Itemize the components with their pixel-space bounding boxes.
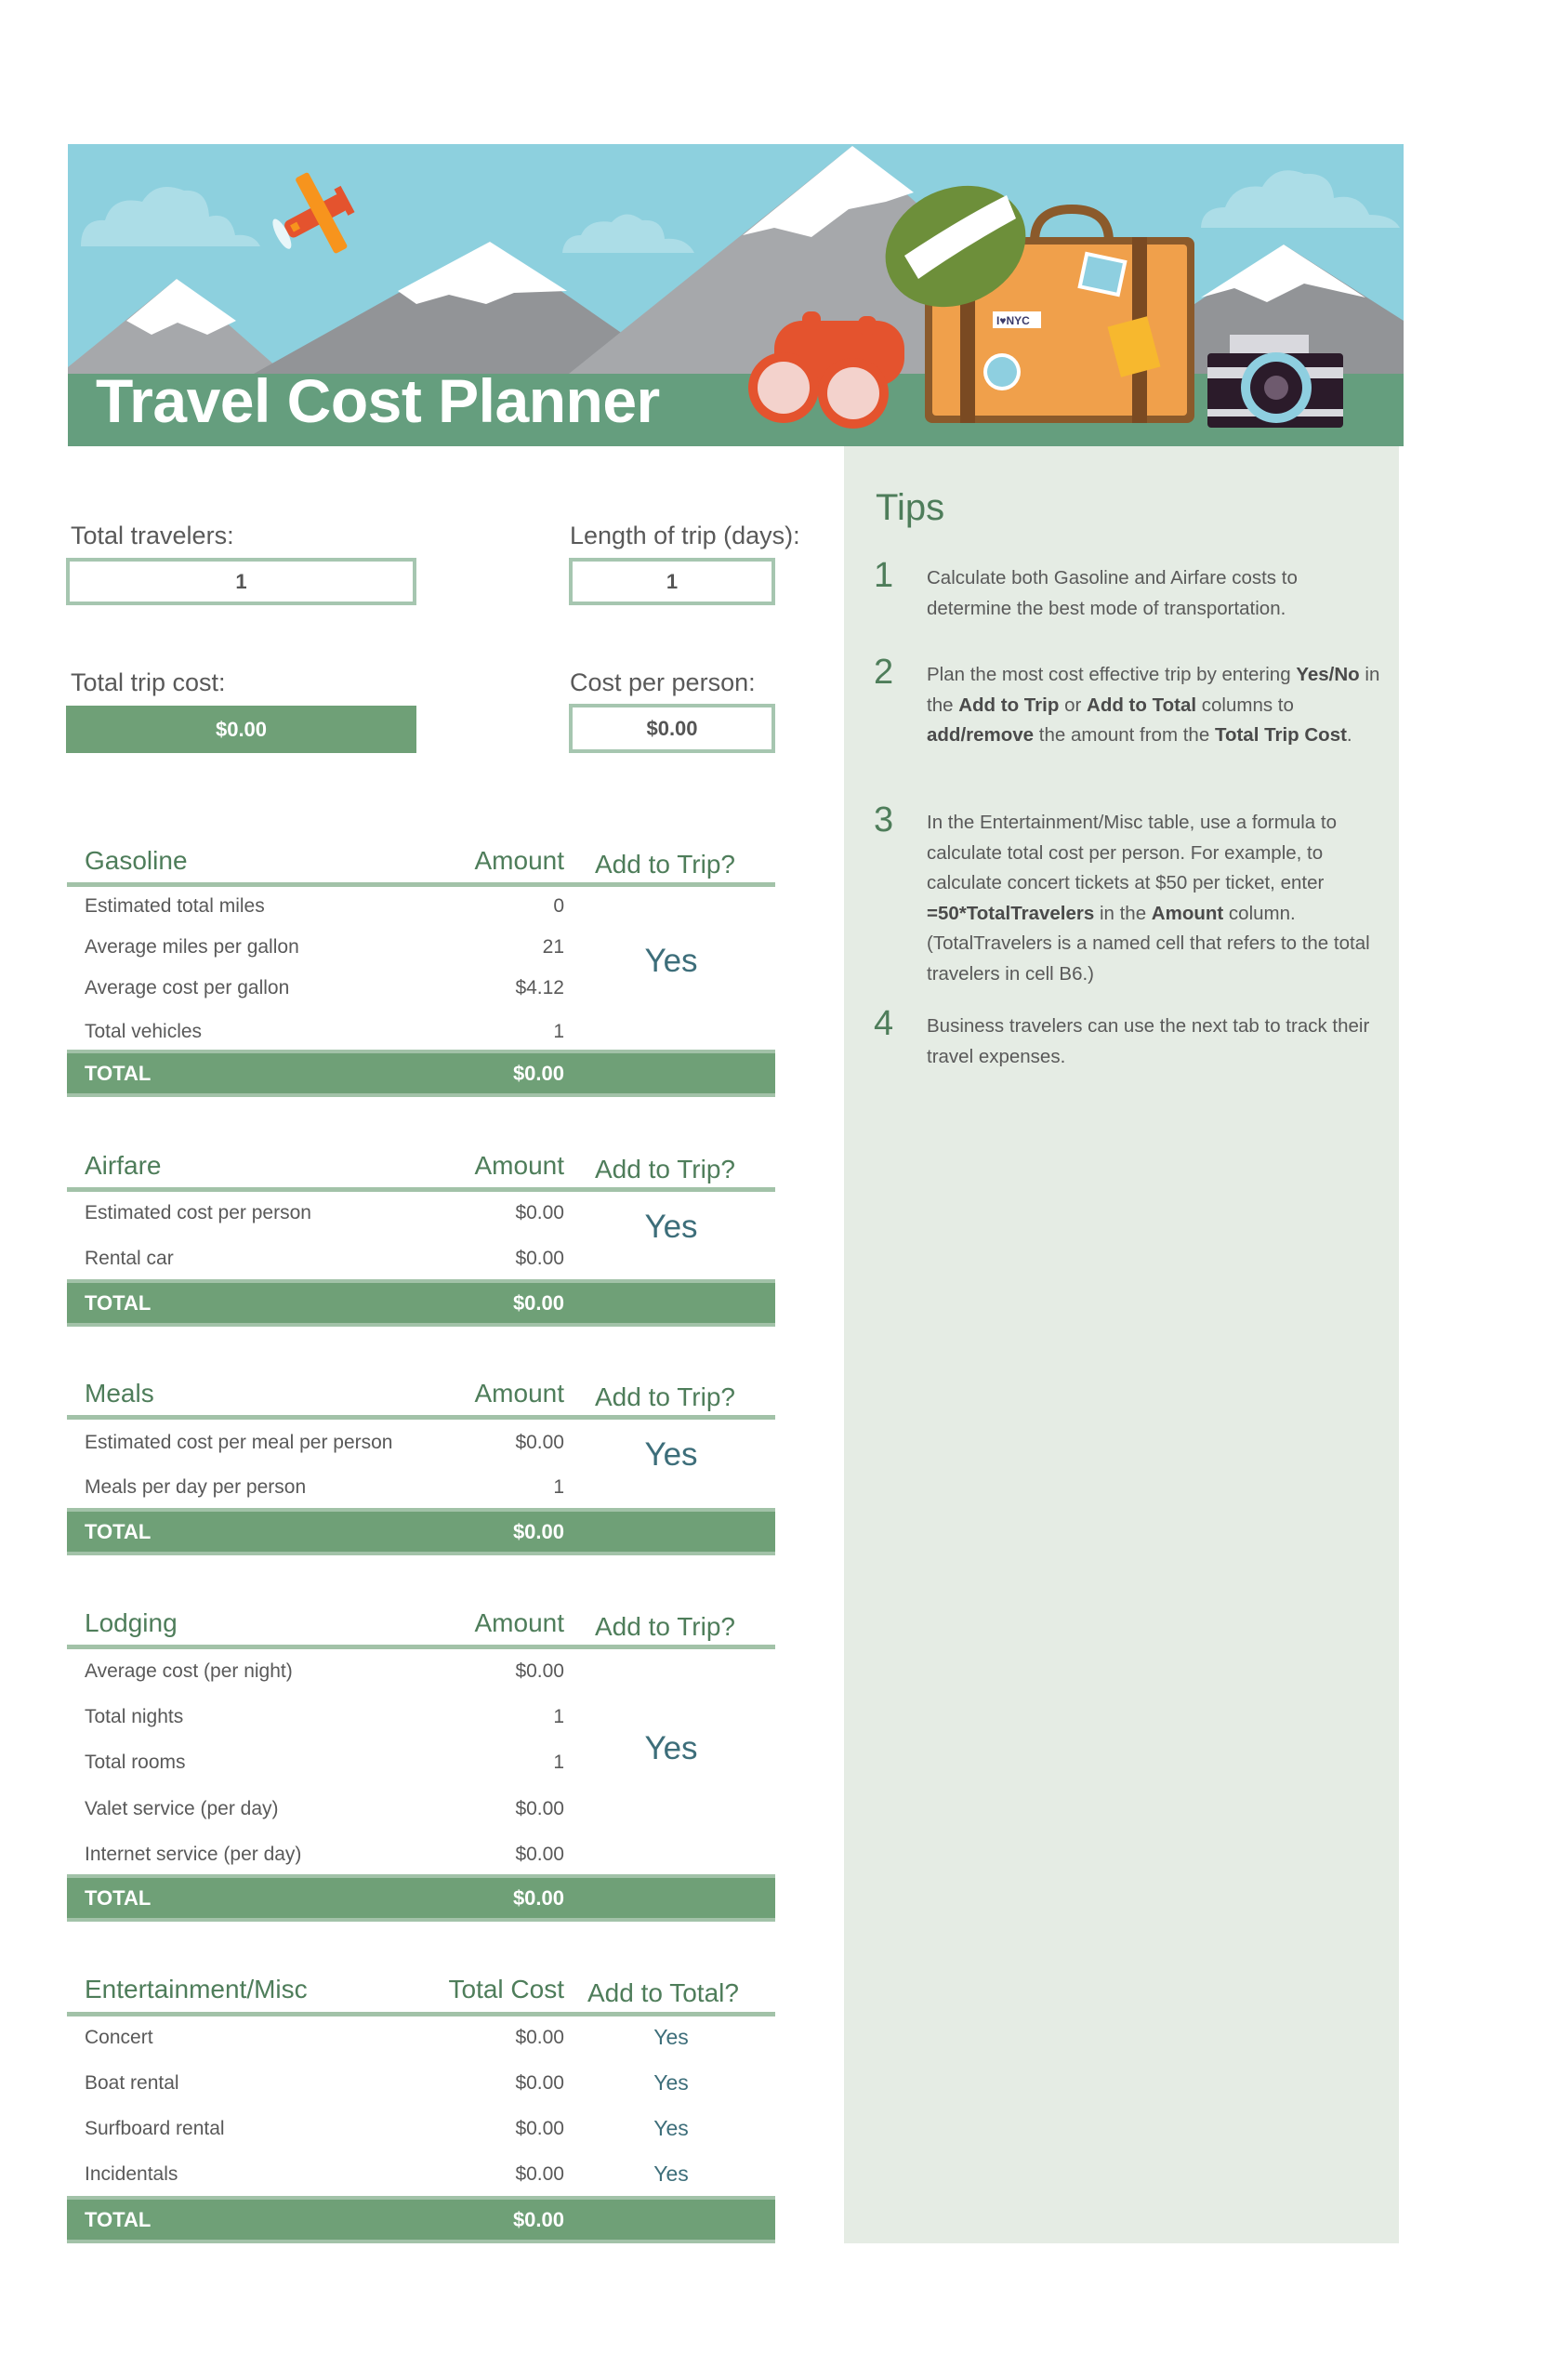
row-label: Internet service (per day) [85,1844,302,1865]
tip-number: 2 [874,653,894,692]
row-label: Average miles per gallon [85,936,299,958]
total-travelers-input[interactable]: 1 [66,558,416,605]
header-divider [67,1415,775,1420]
length-of-trip-input[interactable]: 1 [569,558,775,605]
total-row [67,2196,775,2243]
row-amount[interactable]: $0.00 [515,1248,564,1269]
page-title: Travel Cost Planner [96,366,660,435]
row-amount[interactable]: $0.00 [515,1660,564,1682]
row-amount[interactable]: $0.00 [515,2118,564,2139]
total-value: $0.00 [512,1291,564,1315]
total-value: $0.00 [512,1062,564,1085]
table-row [67,2156,775,2193]
total-travelers-label: Total travelers: [71,522,234,549]
row-label: Boat rental [85,2072,179,2094]
header-banner [68,144,1404,446]
tip-text: Business travelers can use the next tab to track their travel expenses. [927,1015,1370,1067]
column-header-add: Add to Trip? [595,1382,735,1411]
row-amount[interactable]: $0.00 [515,1798,564,1819]
row-label: Estimated cost per meal per person [85,1432,393,1453]
total-label: TOTAL [85,1062,152,1085]
table-row [67,2065,775,2102]
add-to-total-select[interactable]: Yes [653,2025,689,2049]
row-label: Average cost (per night) [85,1660,293,1682]
tips-title: Tips [876,487,945,528]
row-amount[interactable]: $0.00 [515,1432,564,1453]
row-amount[interactable]: 1 [553,1476,564,1498]
tip-number: 1 [874,556,894,595]
add-to-total-select[interactable]: Yes [653,2162,689,2186]
table-row [67,2019,775,2056]
length-of-trip-label: Length of trip (days): [570,522,800,549]
tip-text: Plan the most cost effective trip by entering Yes/No in the Add to Trip or Add to Total columns to add/remove the amount from the Total Trip Cost. [927,664,1380,746]
row-amount[interactable]: 21 [542,936,564,958]
table-row [67,1013,775,1051]
row-amount[interactable]: $0.00 [515,2072,564,2094]
add-to-trip-select[interactable]: Yes [644,1436,698,1473]
row-label: Total nights [85,1706,184,1727]
column-header-amount: Amount [474,1608,564,1637]
table-row [67,2110,775,2148]
column-header-amount: Amount [474,1379,564,1408]
total-value: $0.00 [512,1520,564,1543]
row-amount[interactable]: $0.00 [515,1844,564,1865]
row-label: Valet service (per day) [85,1798,279,1819]
column-header-amount: Amount [474,1151,564,1180]
table-header [67,1973,775,2010]
row-amount[interactable]: $0.00 [515,2163,564,2185]
cost-per-person-value: $0.00 [569,704,775,753]
total-row [67,1508,775,1555]
header-divider [67,882,775,887]
add-to-trip-select[interactable]: Yes [644,943,698,979]
row-label: Meals per day per person [85,1476,307,1498]
tip-number: 4 [874,1004,894,1043]
column-header-amount: Amount [474,846,564,875]
header-divider [67,1187,775,1192]
row-label: Total rooms [85,1752,186,1773]
table-title: Meals [85,1379,154,1408]
table-row [67,1791,775,1828]
table-title: Airfare [85,1151,162,1180]
column-header-add: Add to Trip? [595,1612,735,1641]
total-label: TOTAL [85,2208,152,2231]
row-label: Incidentals [85,2163,178,2185]
cost-per-person-label: Cost per person: [570,668,756,696]
add-to-trip-select[interactable]: Yes [644,1209,698,1245]
row-amount[interactable]: 1 [553,1752,564,1773]
total-row [67,1050,775,1097]
add-to-total-select[interactable]: Yes [653,2116,689,2140]
total-label: TOTAL [85,1291,152,1315]
row-label: Concert [85,2027,153,2048]
table-header [67,1606,775,1644]
column-header-add: Add to Trip? [595,850,735,879]
tip-number: 3 [874,800,894,840]
row-amount[interactable]: $0.00 [515,1202,564,1223]
row-amount[interactable]: 0 [553,895,564,917]
row-label: Rental car [85,1248,174,1269]
row-amount[interactable]: $0.00 [515,2027,564,2048]
table-row [67,1836,775,1873]
row-label: Estimated total miles [85,895,265,917]
column-header-add: Add to Trip? [595,1155,735,1183]
table-row [67,1240,775,1277]
table-title: Entertainment/Misc [85,1975,308,2003]
row-amount[interactable]: 1 [553,1021,564,1042]
row-label: Average cost per gallon [85,977,290,998]
tip-text: Calculate both Gasoline and Airfare costs to determine the best mode of transportation. [927,567,1298,619]
table-title: Gasoline [85,846,188,875]
svg-text:I♥NYC: I♥NYC [996,314,1030,327]
column-header-add: Add to Total? [587,1978,739,2007]
row-amount[interactable]: 1 [553,1706,564,1727]
table-row [67,1469,775,1506]
total-value: $0.00 [512,1886,564,1910]
tips-panel [844,446,1399,2243]
tip-text: In the Entertainment/Misc table, use a formula to calculate total cost per person. For example, to calculate concert tickets at $50 per ticket, enter =50*TotalTravelers in the Amount column. (TotalTravelers is a named cell that refers to the total travelers in cell B6.) [927,812,1370,985]
header-divider [67,1645,775,1649]
total-value: $0.00 [512,2208,564,2231]
total-row [67,1279,775,1327]
column-header-total-cost: Total Cost [448,1975,564,2003]
table-header [67,844,775,881]
table-row [67,1653,775,1690]
table-header [67,1377,775,1414]
total-row [67,1874,775,1922]
row-label: Surfboard rental [85,2118,225,2139]
row-label: Estimated cost per person [85,1202,311,1223]
row-amount[interactable]: $4.12 [515,977,564,998]
add-to-trip-select[interactable]: Yes [644,1730,698,1766]
header-divider [67,2012,775,2016]
table-title: Lodging [85,1608,178,1637]
row-label: Total vehicles [85,1021,203,1042]
total-trip-cost-label: Total trip cost: [71,668,226,696]
total-label: TOTAL [85,1520,152,1543]
table-header [67,1149,775,1186]
total-trip-cost-value: $0.00 [66,706,416,753]
add-to-total-select[interactable]: Yes [653,2070,689,2095]
table-row [67,888,775,925]
total-label: TOTAL [85,1886,152,1910]
